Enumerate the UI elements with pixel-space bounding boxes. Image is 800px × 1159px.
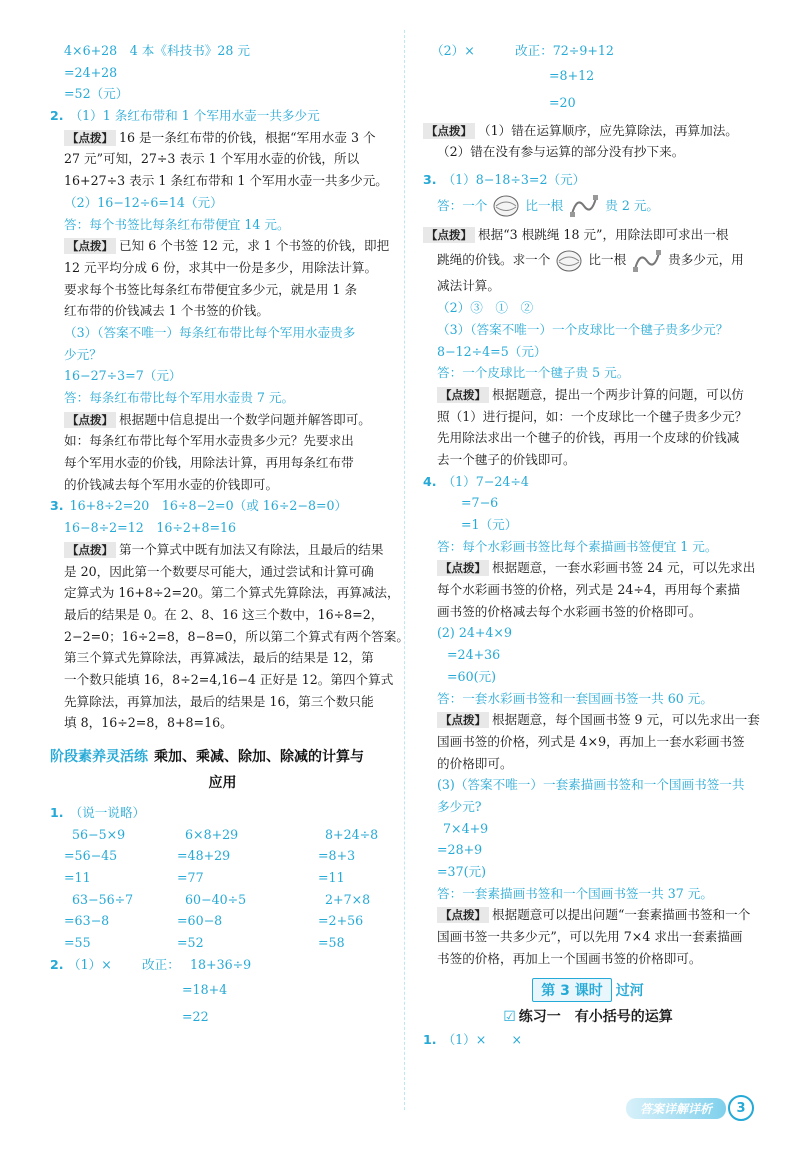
tip-line: 【点拨】 16 是一条红布带的价钱，根据“军用水壶 3 个 <box>50 127 395 149</box>
question-number: 3. <box>50 498 64 514</box>
tip-tag: 【点拨】 <box>437 712 489 728</box>
section-heading: ☑ 练习一 有小括号的运算 <box>503 1009 673 1026</box>
tip-tag: 【点拨】 <box>437 387 489 403</box>
text-line: 4×6+28 4 本《科技书》28 元 <box>64 43 250 58</box>
checkbox-icon: ☑ <box>503 1009 516 1026</box>
question-3: 3. （1）8−18÷3=2（元） <box>423 172 586 188</box>
text-line: （3）（答案不唯一）每条红布带比每个军用水壶贵多 <box>64 324 356 340</box>
question-number: 4. <box>423 473 437 489</box>
question-2: 2. （1）1 条红布带和 1 个军用水壶一共多少元 <box>50 108 320 124</box>
tip-tag: 【点拨】 <box>64 238 116 254</box>
tip-line: 要求每个书签比每条红布带便宜多少元，就是用 1 条 <box>64 281 358 297</box>
calc-cell: =11 <box>318 870 345 886</box>
tip-line: 【点拨】 根据“3 根跳绳 18 元”，用除法即可求出一根 <box>423 224 753 246</box>
calc-row <box>50 845 395 867</box>
lesson-heading <box>423 975 753 1005</box>
tip-line: 的价钱减去每个军用水壶的价钱即可。 <box>64 476 279 492</box>
tip-line: 2−2=0；16÷2=8，8−8=0，所以第二个算式有两个答案。 <box>64 628 409 644</box>
question-number: 1. <box>423 1032 437 1048</box>
lesson-title: 过河 <box>615 983 644 1000</box>
calc-cell: =8+3 <box>318 848 356 864</box>
left-column <box>50 40 409 1030</box>
calc-row: =8+12 <box>549 67 595 83</box>
tip-line: 如：每条红布带比每个军用水壶贵多少元？先要求出 <box>64 433 354 449</box>
text-line: (2) 24+4×9 <box>437 625 512 641</box>
tip-line: 去一个毽子的价钱即可。 <box>437 451 576 467</box>
answer-line: 答：一个 比一根 贵 2 元。 <box>423 191 753 221</box>
text-line: 7×4+9 <box>443 820 489 836</box>
calc-cell: =48+29 <box>177 848 231 864</box>
tip-line: 12 元平均分成 6 份，求其中一份是多少，用除法计算。 <box>64 259 378 275</box>
jump-rope-icon <box>632 249 662 273</box>
calc-cell: =52 <box>177 935 204 951</box>
question-number: 2. <box>50 108 64 124</box>
calc-row: （2）× 改正：72÷9+12 <box>431 43 614 58</box>
tip-tag: 【点拨】 <box>64 542 116 558</box>
ball-icon <box>493 194 519 218</box>
calc-row <box>50 824 395 846</box>
answer-line: 答：一个皮球比一个毽子贵 5 元。 <box>437 365 630 381</box>
calc-row: =18+4 <box>182 981 228 997</box>
ball-icon <box>556 249 582 273</box>
tip-line: 照（1）进行提问，如：一个皮球比一个毽子贵多少元？ <box>437 408 748 424</box>
tip-line: 红布带的价钱减去 1 个书签的价钱。 <box>64 303 269 319</box>
tip-line: 书签的价格，再加上一个国画书签的价格即可。 <box>437 950 702 966</box>
tip-line: 国画书签的价格，列式是 4×9，再加上一套水彩画书签 <box>437 733 745 749</box>
text-line: (3)（答案不唯一）一套素描画书签和一个国画书签一共 <box>437 777 745 793</box>
practice-question-1: 1. （1）× × <box>423 1032 523 1048</box>
text-line: （2）③ ① ② <box>437 300 534 316</box>
calc-grid <box>50 824 395 954</box>
stage-label: 阶段素养灵活练 <box>50 749 148 765</box>
tip-line: 【点拨】 根据题中信息提出一个数学问题并解答即可。 <box>50 409 395 431</box>
tip-line: 第三个算式先算除法，再算减法，最后的结果是 12，第 <box>64 650 374 666</box>
question-number: 2. <box>50 956 64 972</box>
calc-row: =20 <box>549 94 576 110</box>
tip-tag: 【点拨】 <box>64 412 116 428</box>
stage-question-2: 2. （1）× 改正： 18+36÷9 <box>50 954 395 976</box>
right-column <box>423 40 760 1051</box>
calc-cell: =77 <box>177 870 204 886</box>
stage-question-1: 1. （说一说略） <box>50 805 146 820</box>
answer-line: 答：一套水彩画书签和一套国画书签一共 60 元。 <box>437 690 713 706</box>
question-number: 3. <box>423 172 437 188</box>
calc-cell: 8+24÷8 <box>325 826 379 842</box>
text-line: 8−12÷4=5（元） <box>437 343 547 359</box>
page-number: 3 <box>728 1095 754 1121</box>
answer-line: 答：每个水彩画书签比每个素描画书签便宜 1 元。 <box>437 538 718 554</box>
calc-cell: =63−8 <box>64 913 110 929</box>
jump-rope-icon <box>569 194 599 218</box>
tip-line: 是 20，因此第一个数要尽可能大，通过尝试和计算可确 <box>64 563 374 579</box>
tip-tag: 【点拨】 <box>437 907 489 923</box>
tip-line: 每个军用水壶的价钱，用除法计算，再用每条红布带 <box>64 455 354 471</box>
stage-heading <box>50 744 395 770</box>
tip-line: 每个水彩画书签的价格，列式是 24÷4，再用每个素描 <box>437 582 741 598</box>
page-footer <box>626 1095 754 1121</box>
tip-line: 跳绳的价钱。求一个 比一根 贵多少元，用 <box>423 245 753 275</box>
tip-line: 16+27÷3 表示 1 条红布带和 1 个军用水壶一共多少元。 <box>64 173 388 189</box>
tip-line: 定算式为 16+8÷2=20。第二个算式先算除法，再算减法， <box>64 585 400 601</box>
tip-line: 的价格即可。 <box>437 755 513 771</box>
tip-line: 填 8，16÷2=8，8+8=16。 <box>64 715 233 731</box>
tip-line: 【点拨】 根据题意，每个国画书签 9 元，可以先求出一套 <box>423 709 753 731</box>
answer-line: 答：每条红布带比每个军用水壶贵 7 元。 <box>64 390 295 405</box>
calc-cell: =56−45 <box>64 848 118 864</box>
text-line: =24+36 <box>447 647 501 663</box>
calc-cell: =60−8 <box>177 913 223 929</box>
tip-line: 【点拨】 第一个算式中既有加法又有除法，且最后的结果 <box>50 539 395 561</box>
tip-tag: 【点拨】 <box>64 130 116 146</box>
tip-line: 先算除法，再算加法，最后的结果是 16，第三个数只能 <box>64 693 374 709</box>
question-number: 1. <box>50 805 64 820</box>
calc-cell: 63−56÷7 <box>72 891 134 907</box>
calc-row <box>50 867 395 889</box>
tip-line: 一个数只能填 16，8÷2=4,16−4 正好是 12。第四个算式 <box>64 671 394 687</box>
calc-row <box>50 932 395 954</box>
text-line: =28+9 <box>437 842 483 858</box>
tip-line: 27 元”可知，27÷3 表示 1 个军用水壶的价钱，所以 <box>64 151 360 167</box>
tip-line: 先用除法求出一个毽子的价钱，再用一个皮球的价钱减 <box>437 430 740 446</box>
tip-line: 国画书签一共多少元”，可以先用 7×4 求出一套素描画 <box>437 929 743 945</box>
tip-line: 【点拨】 （1）错在运算顺序，应先算除法，再算加法。 <box>423 120 753 142</box>
question-4: 4. （1）7−24÷4 <box>423 473 529 489</box>
calc-cell: 56−5×9 <box>72 826 126 842</box>
calc-cell: 2+7×8 <box>325 891 371 907</box>
tip-line: （2）错在没有参与运算的部分没有抄下来。 <box>437 144 685 160</box>
tip-line: 【点拨】 根据题意可以提出问题“一套素描画书签和一个 <box>423 904 753 926</box>
text-line: =60(元) <box>447 668 496 684</box>
text-line: =24+28 <box>64 64 118 80</box>
text-line: 16−8÷2=12 16÷2+8=16 <box>64 520 237 536</box>
tip-line: 画书签的价格减去每个水彩画书签的价格即可。 <box>437 603 702 619</box>
stage-title-cont: 应用 <box>208 775 237 791</box>
tip-tag: 【点拨】 <box>437 560 489 576</box>
calc-cell: 60−40÷5 <box>185 891 247 907</box>
calc-row: =22 <box>182 1008 209 1024</box>
tip-line: 最后的结果是 0。在 2、8、16 这三个数中，16÷8=2， <box>64 606 384 622</box>
text-line: （3）（答案不唯一）一个皮球比一个毽子贵多少元？ <box>437 321 729 337</box>
stage-title: 乘加、乘减、除加、除减的计算与 <box>154 749 364 765</box>
column-divider <box>404 30 405 1110</box>
tip-line: 【点拨】 根据题意，提出一个两步计算的问题，可以仿 <box>423 384 753 406</box>
tip-tag: 【点拨】 <box>423 123 475 139</box>
text-line: 少元？ <box>64 346 102 362</box>
lesson-number: 第 3 课时 <box>532 978 612 1002</box>
answer-line: 答：每个书签比每条红布带便宜 14 元。 <box>64 216 290 232</box>
text-line: =52（元） <box>64 86 129 102</box>
calc-cell: =55 <box>64 935 91 951</box>
text-line: =37(元) <box>437 864 486 879</box>
answer-line: 答：一套素描画书签和一个国画书签一共 37 元。 <box>437 885 713 901</box>
text-line: （2）16−12÷6=14（元） <box>64 194 223 210</box>
calc-cell: =58 <box>318 935 345 951</box>
text-line: =1（元） <box>461 517 518 532</box>
calc-cell: 6×8+29 <box>185 826 239 842</box>
text-line: 16−27÷3=7（元） <box>64 368 182 384</box>
calc-row <box>50 889 395 911</box>
tip-line: 【点拨】 已知 6 个书签 12 元，求 1 个书签的价钱，即把 <box>50 235 395 257</box>
footer-label: 答案详解详析 <box>626 1098 726 1119</box>
text-line: =7−6 <box>461 495 499 511</box>
tip-line: 减法计算。 <box>437 278 500 294</box>
tip-line: 【点拨】 根据题意，一套水彩画书签 24 元，可以先求出 <box>423 557 753 579</box>
calc-cell: =2+56 <box>318 913 364 929</box>
calc-cell: =11 <box>64 870 91 886</box>
question-3: 3. 16+8÷2=20 16÷8−2=0（或 16÷2−8=0） <box>50 498 348 514</box>
text-line: 多少元? <box>437 798 482 814</box>
calc-row <box>50 910 395 932</box>
tip-tag: 【点拨】 <box>423 227 475 243</box>
